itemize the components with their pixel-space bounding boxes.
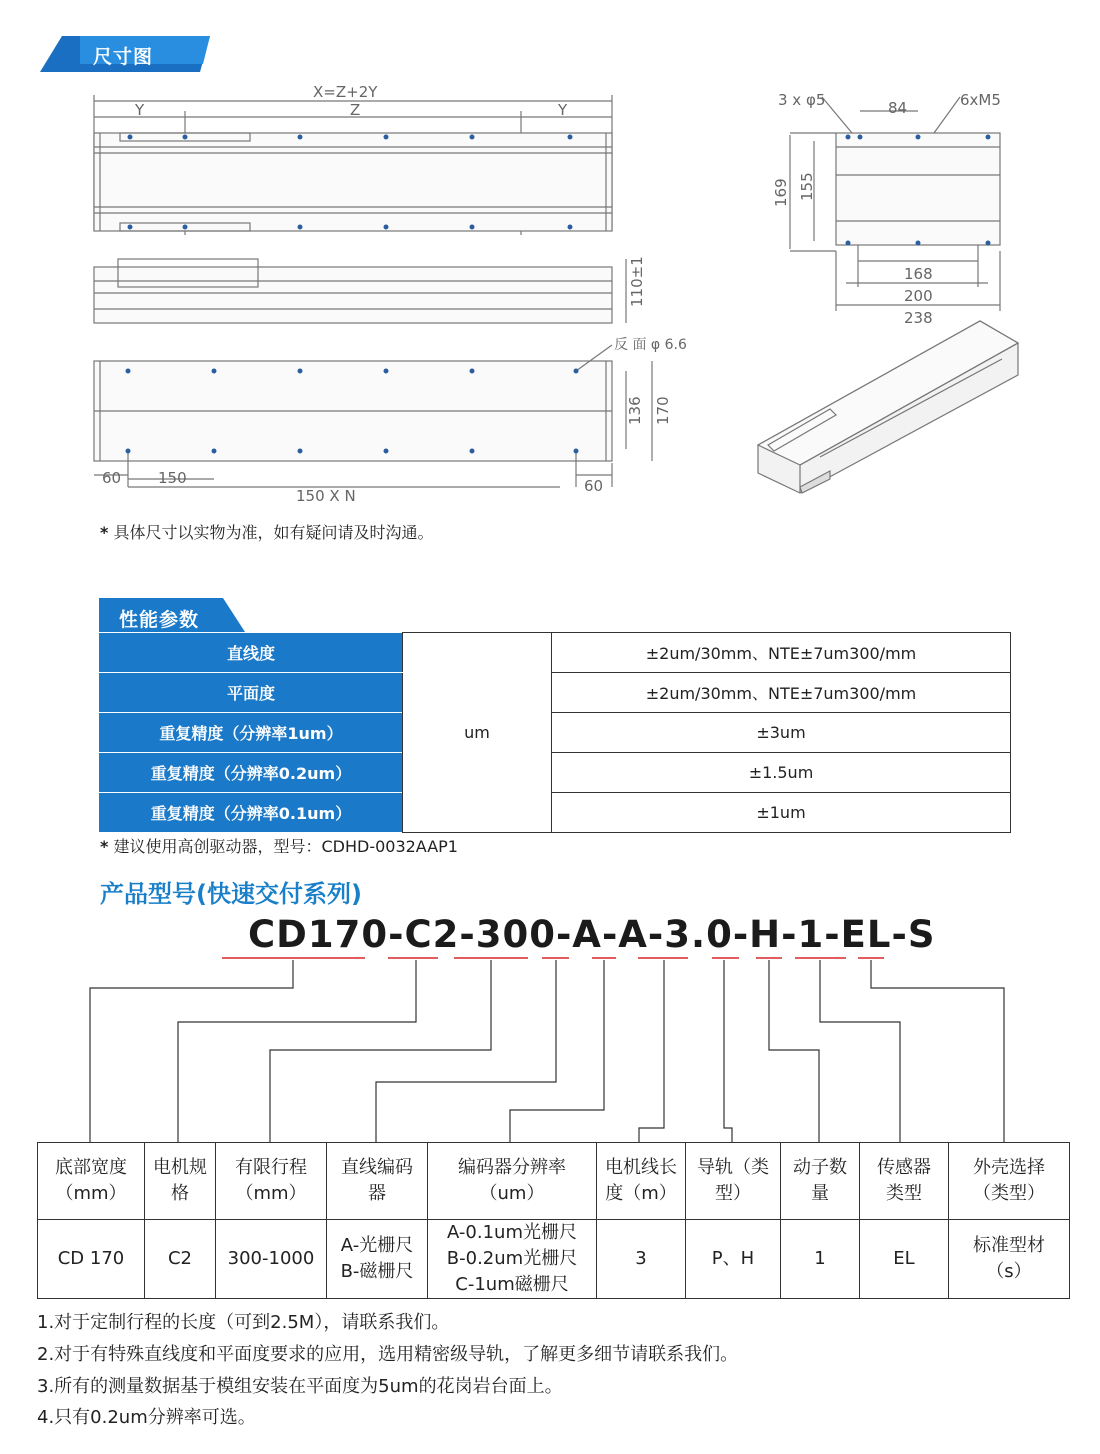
- section-title: 尺寸图: [93, 46, 154, 68]
- table-row: [100, 753, 1011, 793]
- footnote-3: 3.所有的测量数据基于模组安装在平面度为5um的花岗岩台面上。: [37, 1376, 563, 1397]
- dim-150n: 150 X N: [296, 487, 356, 505]
- spec-cell: [781, 1220, 860, 1299]
- cell-line: 3: [635, 1248, 647, 1269]
- table-row: [100, 633, 1011, 673]
- dimension-drawing: [30, 75, 1070, 515]
- header-line: 格: [171, 1183, 189, 1204]
- spec-header: [145, 1143, 216, 1220]
- table-row: [100, 673, 1011, 713]
- spec-cell: [145, 1220, 216, 1299]
- header-line: 动子数: [793, 1157, 847, 1178]
- cell-line: B-磁栅尺: [340, 1261, 414, 1282]
- dim-z: Z: [350, 101, 361, 119]
- spec-header: [38, 1143, 145, 1220]
- perf-label: 平面度: [100, 673, 403, 713]
- cell-line: A-光栅尺: [340, 1235, 414, 1256]
- spec-cell: [38, 1220, 145, 1299]
- dim-overall: X=Z+2Y: [313, 83, 378, 101]
- perf-label: 重复精度（分辨率0.1um）: [100, 793, 403, 833]
- cell-line: （s）: [986, 1261, 1032, 1282]
- performance-table: [99, 632, 1011, 833]
- footnote-4: 4.只有0.2um分辨率可选。: [37, 1407, 256, 1428]
- dim-h170: 170: [654, 396, 672, 425]
- dim-y-left: Y: [135, 101, 145, 119]
- cell-line: B-0.2um光栅尺: [446, 1248, 578, 1269]
- perf-value: ±2um/30mm、NTE±7um300/mm: [552, 633, 1011, 673]
- driver-note: [100, 834, 458, 857]
- spec-header: [597, 1143, 686, 1220]
- perf-unit: um: [403, 633, 552, 833]
- dim-threads: 6xM5: [960, 91, 1001, 109]
- perf-value: ±2um/30mm、NTE±7um300/mm: [552, 673, 1011, 713]
- perf-value: ±1.5um: [552, 753, 1011, 793]
- table-header-row: [38, 1143, 1070, 1220]
- header-line: 底部宽度: [55, 1157, 127, 1178]
- dim-84: 84: [888, 99, 908, 117]
- header-line: 型）: [715, 1183, 751, 1204]
- cell-line: 1: [814, 1248, 826, 1269]
- header-line: 编码器分辨率: [458, 1157, 566, 1178]
- header-line: 器: [368, 1183, 386, 1204]
- footnote-2: 2.对于有特殊直线度和平面度要求的应用，选用精密级导轨，了解更多细节请联系我们。: [37, 1344, 739, 1365]
- header-line: 传感器: [877, 1157, 931, 1178]
- spec-cell: [686, 1220, 781, 1299]
- header-line: 外壳选择: [973, 1157, 1045, 1178]
- model-title: 产品型号(快速交付系列): [100, 880, 362, 908]
- cell-line: CD 170: [57, 1248, 125, 1269]
- cell-line: A-0.1um光栅尺: [447, 1222, 577, 1243]
- dimension-note: [100, 520, 433, 543]
- perf-label: 重复精度（分辨率1um）: [100, 713, 403, 753]
- dim-back-hole: 反 面 φ 6.6: [614, 337, 687, 353]
- header-line: （mm）: [235, 1183, 307, 1204]
- spec-header: [781, 1143, 860, 1220]
- perf-label: 直线度: [100, 633, 403, 673]
- dim-side-height: 110±1: [628, 256, 646, 307]
- header-line: （类型）: [973, 1183, 1045, 1204]
- spec-cell: [860, 1220, 949, 1299]
- header-line: 类型: [886, 1183, 922, 1204]
- spec-cell: [327, 1220, 428, 1299]
- spec-header: [949, 1143, 1070, 1220]
- footnote-1: 1.对于定制行程的长度（可到2.5M），请联系我们。: [37, 1312, 450, 1333]
- header-line: （um）: [479, 1183, 545, 1204]
- section-tab-performance: [99, 598, 249, 634]
- dim-h136: 136: [626, 396, 644, 425]
- spec-table: [37, 1142, 1070, 1299]
- model-code-connectors: [0, 950, 1100, 1145]
- spec-cell: [597, 1220, 686, 1299]
- cell-line: 300-1000: [227, 1248, 315, 1269]
- note-star: *: [100, 837, 109, 856]
- section-tab-dimensions: [40, 36, 210, 72]
- dim-60-left: 60: [102, 469, 122, 487]
- header-line: 电机线长: [605, 1157, 677, 1178]
- model-code: CD170-C2-300-A-A-3.0-H-1-EL-S: [248, 913, 936, 956]
- code-leaders: [90, 960, 1004, 1142]
- perf-label: 重复精度（分辨率0.2um）: [100, 753, 403, 793]
- header-line: 有限行程: [235, 1157, 307, 1178]
- spec-header: [428, 1143, 597, 1220]
- dim-169: 169: [772, 178, 790, 207]
- cell-line: P、H: [711, 1248, 755, 1269]
- spec-cell: [216, 1220, 327, 1299]
- note-star: *: [100, 523, 109, 542]
- dim-y-right: Y: [558, 101, 568, 119]
- table-row: [38, 1220, 1070, 1299]
- dim-238: 238: [904, 309, 933, 327]
- dim-168: 168: [904, 265, 933, 283]
- dim-200: 200: [904, 287, 933, 305]
- dim-155: 155: [798, 172, 816, 201]
- header-line: 直线编码: [341, 1157, 413, 1178]
- spec-cell: [428, 1220, 597, 1299]
- header-line: 度（m）: [605, 1183, 677, 1204]
- header-line: 电机规: [153, 1157, 207, 1178]
- spec-header: [216, 1143, 327, 1220]
- perf-value: ±3um: [552, 713, 1011, 753]
- section-title: 性能参数: [119, 609, 200, 631]
- spec-header: [860, 1143, 949, 1220]
- table-row: [100, 713, 1011, 753]
- driver-note-text: 建议使用高创驱动器，型号：CDHD-0032AAP1: [113, 837, 458, 856]
- cell-line: EL: [893, 1248, 915, 1269]
- dim-holes: 3 x φ5: [778, 91, 826, 109]
- spec-cell: [949, 1220, 1070, 1299]
- table-row: [100, 793, 1011, 833]
- header-line: 量: [811, 1183, 829, 1204]
- perf-value: ±1um: [552, 793, 1011, 833]
- spec-header: [327, 1143, 428, 1220]
- spec-header: [686, 1143, 781, 1220]
- header-line: （mm）: [55, 1183, 127, 1204]
- cell-line: C-1um磁栅尺: [455, 1274, 569, 1295]
- dim-150: 150: [158, 469, 187, 487]
- header-line: 导轨（类: [697, 1157, 769, 1178]
- cell-line: 标准型材: [973, 1235, 1045, 1256]
- dimension-note-text: 具体尺寸以实物为准，如有疑问请及时沟通。: [113, 523, 434, 542]
- cell-line: C2: [167, 1248, 193, 1269]
- dim-60-right: 60: [584, 477, 604, 495]
